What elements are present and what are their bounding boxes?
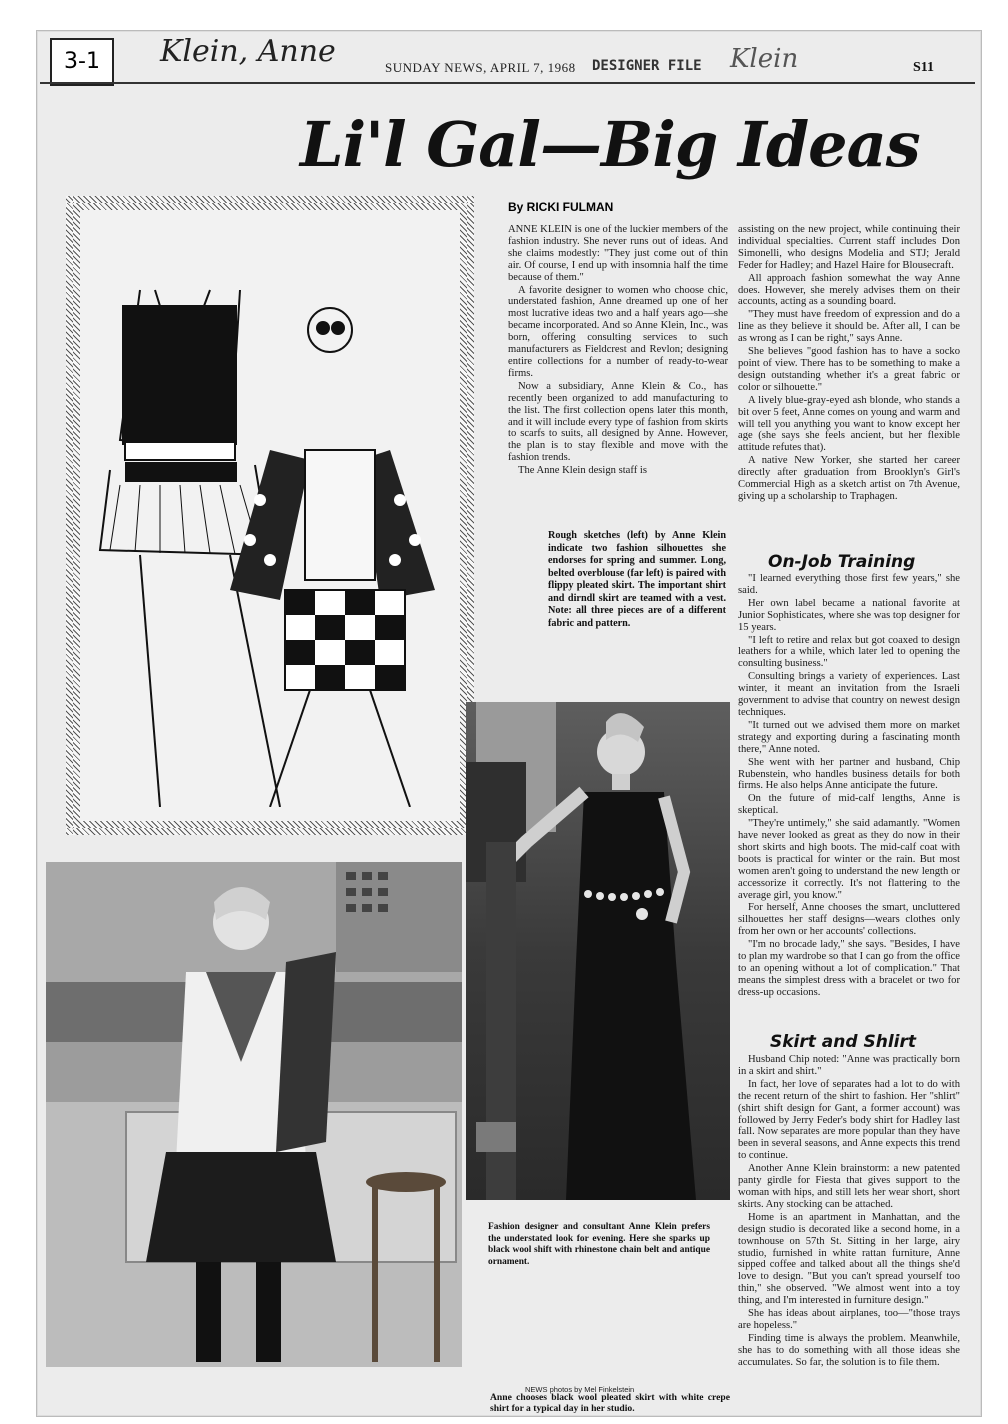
article-column-1: [508, 224, 728, 478]
paragraph: All approach fashion somewhat the way Anne does. However, she merely advises them on their accounts, acting as a sounding board.: [738, 272, 960, 308]
subhead-on-job-training: On-Job Training: [768, 552, 916, 572]
paragraph: She has ideas about airplanes, too—"those trays are hopeless.": [738, 1308, 960, 1331]
paragraph: "I left to retire and relax but got coaxed to design leathers for a while, which later led to opening the consulting business.": [738, 634, 960, 670]
sketch-drawing: [80, 210, 446, 807]
sketch-caption: Rough sketches (left) by Anne Klein indicate two fashion silhouettes she endorses for spring and summer. Long, belted overblouse (far left) is paired with flippy pleated skirt. The important shirt and dirndl skirt are teamed with a vest. Note: all three pieces are of a different fabric and pattern.: [548, 530, 726, 629]
paragraph: A native New Yorker, she started her career directly after graduation from Brooklyn's Girl's Commercial High as a sketch artist on 7th Avenue, giving up a scholarship to Traphagen.: [738, 455, 960, 502]
article-column-2-mid: [738, 573, 960, 1000]
photo-evening-dress: [466, 702, 730, 1200]
photo1-drawing: [46, 862, 462, 1367]
paragraph: Consulting brings a variety of experiences. Last winter, it meant an invitation from the Israeli government to advise that country on newest design techniques.: [738, 671, 960, 718]
paragraph: "I learned everything those first few years," she said.: [738, 573, 960, 596]
paragraph: assisting on the new project, while continuing their individual specialties. Current staff includes Don Simonelli, who designs Modelia and STJ; Jerald Feder for Hadley; and Hazel Haire for Blousecraft.: [738, 224, 960, 271]
handwritten-page-box: 3-1: [50, 38, 114, 86]
page-number: S11: [913, 60, 935, 75]
masthead-rule: [40, 82, 975, 84]
paragraph: On the future of mid-calf lengths, Anne is skeptical.: [738, 793, 960, 817]
fashion-sketch-illustration: [66, 196, 474, 835]
paragraph: The Anne Klein design staff is: [518, 465, 647, 477]
designer-file-stamp: DESIGNER FILE: [592, 58, 702, 74]
paragraph: "They must have freedom of expression and do a line as they believe it should be. After all, I can be as wrong as I can be right," says Anne.: [738, 309, 960, 345]
photo1-caption: Anne chooses black wool pleated skirt with white crepe shirt for a typical day in her studio.: [490, 1392, 730, 1414]
paragraph: For herself, Anne chooses the smart, uncluttered silhouettes her staff designs—wears clothes only from her own or her accounts' collections.: [738, 902, 960, 938]
paragraph: Now a subsidiary, Anne Klein & Co., has recently been organized to add manufacturing to the list. The first collection opens later this month, and it will include every type of fashion from skirts to scarfs to suits, all designed by Anne. However, the plan is to stay flexible and move with the fashion trends.: [508, 380, 728, 464]
photo2-drawing: [466, 702, 730, 1200]
headline: Li'l Gal—Big Ideas: [300, 108, 920, 181]
photo-credit: NEWS photos by Mel Finkelstein: [525, 1385, 635, 1394]
paragraph: ANNE KLEIN is one of the luckier members of the fashion industry. She never runs out of ideas. And she claims modestly: "They just come out of thin air. Of course, I end up with insomnia half the time because of them.": [508, 224, 728, 283]
paragraph: She went with her partner and husband, Chip Rubenstein, who handles business details for both firms. He also helps Anne anticipate the future.: [738, 756, 960, 792]
byline: By RICKI FULMAN: [508, 200, 614, 214]
paragraph: Her own label became a national favorite at Junior Sophisticates, where she was top designer for 15 years.: [738, 597, 960, 633]
paragraph: Finding time is always the problem. Meanwhile, she has to do something with all those ideas she accumulates. So far, the solution is to file them.: [738, 1332, 960, 1368]
subhead-skirt-and-shlirt: Skirt and Shlirt: [770, 1032, 916, 1052]
handwritten-subject: Klein, Anne: [160, 34, 336, 69]
article-column-2-bottom: [738, 1054, 960, 1370]
masthead: SUNDAY NEWS, APRIL 7, 1968: [385, 60, 576, 75]
paragraph: Another Anne Klein brainstorm: a new patented panty girdle for Fiesta that gives support to the woman with hips, and still lets her wear short, short skirts. Any stocking can be attached.: [738, 1163, 960, 1210]
paragraph: A lively blue-gray-eyed ash blonde, who stands a bit over 5 feet, Anne comes on young and warm and will tell you anything you want to know except her age (she says she feels ancient, but her flexible attitude refutes that).: [738, 394, 960, 454]
article-column-2-top: [738, 224, 960, 504]
paragraph: "I'm no brocade lady," she says. "Besides, I have to plan my wardrobe so that I can go from the office to an opening without a lot of complication." That means the simplest dress with a bracelet or two for dress-up occasions.: [738, 939, 960, 998]
handwritten-file-name: Klein: [730, 44, 799, 74]
paragraph: "They're untimely," she said adamantly. "Women have never looked as great as they do now in their short skirts and high boots. The mid-calf coat with boots is practical for winter or the rain. But most women aren't going to understand the new length or accessorize it correctly. It's not flattering to the average girl, you know.": [738, 818, 960, 901]
photo-studio: [46, 862, 462, 1367]
paragraph: She believes "good fashion has to have a socko point of view. There has to be something to make a design outstanding whether it's a great fabric or color or silhouette.": [738, 346, 960, 393]
paragraph: A favorite designer to women who choose chic, understated fashion, Anne dreamed up one of her most lucrative ideas two and a half years ago—she became incorporated. And so Anne Klein, Inc., was born, offering consulting services to such manufacturers as Fieldcrest and Revlon; designing entire collections for a number of ready-to-wear firms.: [508, 284, 728, 379]
paragraph: Husband Chip noted: "Anne was practically born in a skirt and shirt.": [738, 1054, 960, 1077]
photo2-caption: Fashion designer and consultant Anne Klein prefers the understated look for evening. Here she sparks up black wool shift with rhinestone chain belt and antique ornament.: [488, 1222, 710, 1267]
paragraph: "It turned out we advised them more on market strategy and exporting during a fascinating month there," Anne noted.: [738, 719, 960, 755]
paragraph: Home is an apartment in Manhattan, and the design studio is decorated like a second home, in a townhouse on 57th St. Sitting in her large, airy studio, furnished in white rattan furniture, Anne sipped coffee and talked about all the things she'd love to design. "But you can't spread yourself too thin," she observed. "We almost went into a toy thing, and I'm interested in furniture design.": [738, 1211, 960, 1307]
paragraph: In fact, her love of separates had a lot to do with the recent return of the shirt to fashion. Her "shlirt" (shirt shift design for Gant, a former account) was followed by Jerry Feder's body shirt for Hadley last fall. Now separates are more popular than they have been in several seasons, and Anne expects this trend to continue.: [738, 1078, 960, 1162]
